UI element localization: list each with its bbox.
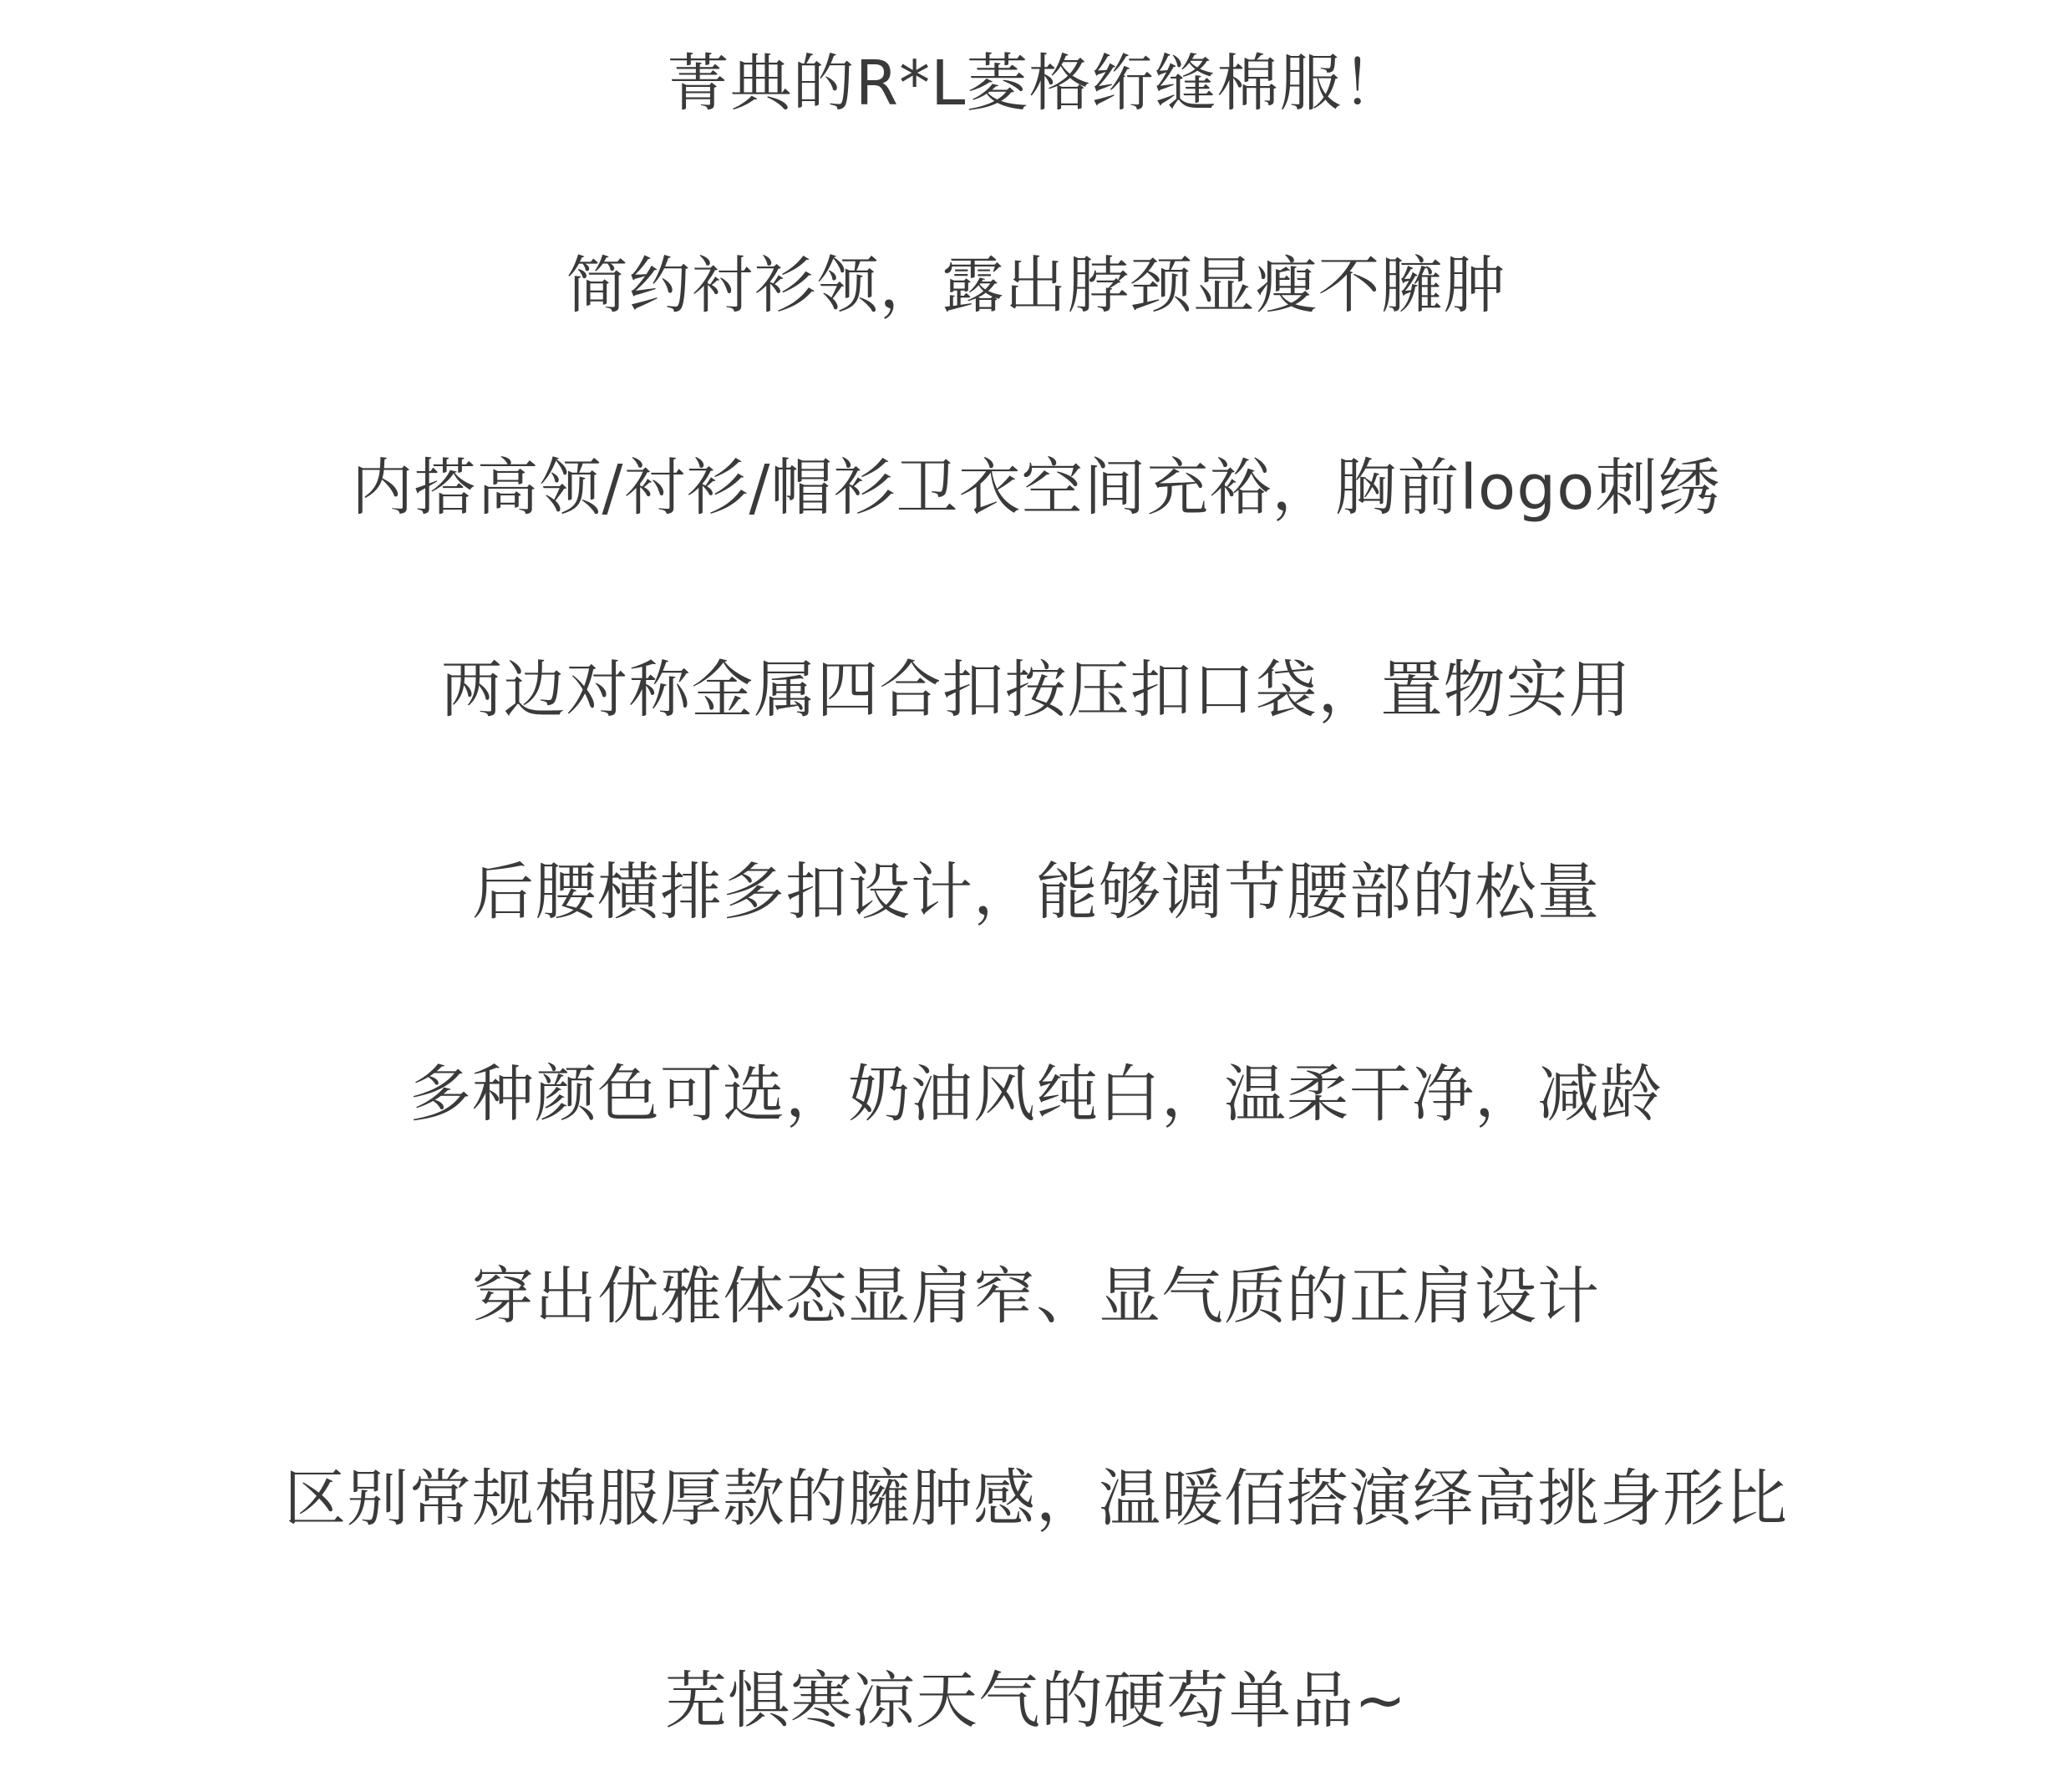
description-line-3: 内搭高领/衬衫/帽衫卫衣空间充裕，胸前logo刺绣 <box>351 452 1721 524</box>
description-line-6: 多种颜色可选，奶油风纯白，温柔干净，减龄 <box>409 1058 1663 1130</box>
description-line-9: 芜惧寒凉天气的硬芶单品~ <box>664 1665 1407 1737</box>
description-line-8: 区别常规棉服厚款的臃肿感，温暖佰搭演绎高挑身形比 <box>284 1463 1788 1535</box>
description-line-1: 菁典的R*L菱格绗缝棉服！ <box>667 48 1405 119</box>
description-line-5: 后腰横排多扣设计，能够调节腰部的松量 <box>472 856 1600 928</box>
description-line-2: 简约衬衫领，露出脖颈显瘦不臃肿 <box>566 250 1506 322</box>
description-line-7: 穿出优雅体态显肩窄、显气质的正肩设计 <box>472 1261 1600 1332</box>
description-line-4: 两边对称金属四合扣按压扣口袋，置物实用 <box>440 654 1632 726</box>
